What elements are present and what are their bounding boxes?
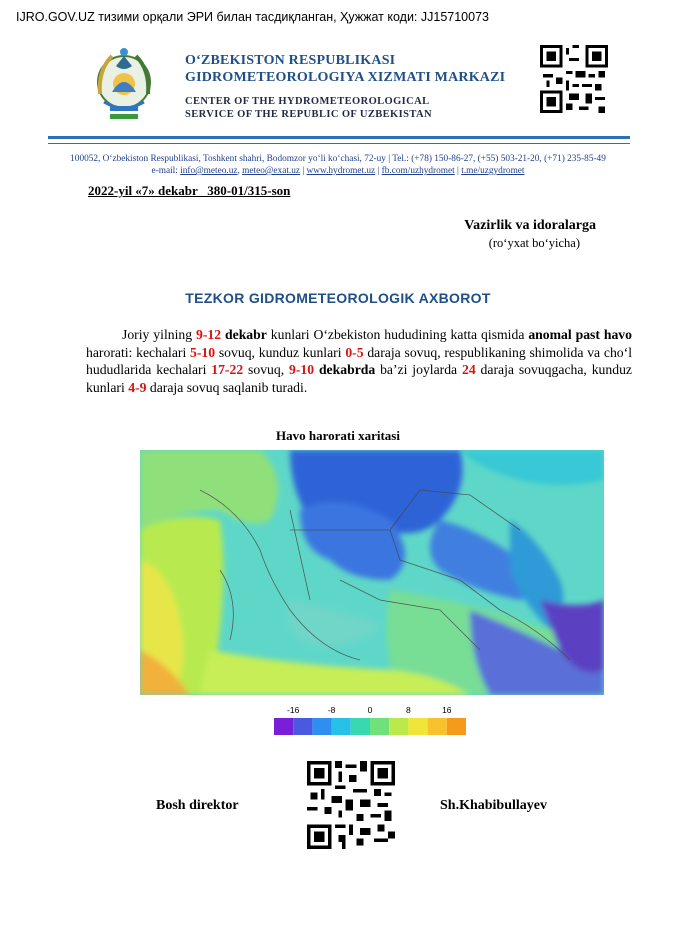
temperature-map [140,450,604,695]
org-en-line2: SERVICE OF THE REPUBLIC OF UZBEKISTAN [185,109,432,120]
organization-name-uz [185,52,505,86]
addressee-note: (ro‘yxat bo‘yicha) [488,236,580,250]
legend-swatch [274,718,293,735]
addressee: Vazirlik va idoralarga [464,218,596,233]
map-title: Havo harorati xaritasi [276,428,400,443]
signature-qr-code-icon [307,760,395,850]
header-rule-thin [48,143,630,144]
document-reference: 2022-yil «7» dekabr 380-01/315-son [88,183,291,198]
email-prefix: e-mail: [151,166,181,176]
org-uz-line1: O‘ZBEKISTON RESPUBLIKASI [185,53,396,68]
qr-code-icon [540,44,608,114]
legend-swatch [293,718,312,735]
forecast-text: Joriy yilning 9-12 dekabr kunlari O‘zbekiston hududining katta qismida anomal past havo harorati: kechalari 5-10 sovuq, kunduz kunlari 0-5 daraja sovuq, respublikaning shimolida va cho‘l hududlarida kechalari 17-22 sovuq, 9-10 dekabrda ba’zi joylarda 24 daraja sovuqgacha, kunduz kunlari 4-9 daraja sovuq saqlanib turadi. [86,327,633,395]
legend-swatches [274,718,466,735]
legend-swatch [408,718,427,735]
addressee-block [464,218,596,251]
organization-name-en [185,95,432,121]
legend-tick-label: 8 [406,705,411,715]
signatory-name: Sh.Khabibullayev [440,798,547,813]
email-link-info[interactable]: info@meteo.uz [180,166,238,176]
legend-tick-label: -16 [287,705,300,715]
document-title: TEZKOR GIDROMETEOROLOGIK AXBOROT [185,290,491,306]
org-uz-line2: GIDROMETEOROLOGIYA XIZMATI MARKAZI [185,70,506,85]
telegram-link[interactable]: t.me/uzgydromet [461,166,525,176]
legend-swatch [370,718,389,735]
facebook-link[interactable]: fb.com/uzhydromet [381,166,455,176]
signatory-title: Bosh direktor [156,798,239,813]
contact-line: e-mail: info@meteo.uz, meteo@exat.uz | www.hydromet.uz | fb.com/uzhydromet | t.me/uzgydromet [151,166,525,176]
temperature-legend [272,702,468,738]
legend-tick-label: 16 [442,705,452,715]
address-line: 100052, O‘zbekiston Respublikasi, Toshkent shahri, Bodomzor yo‘li ko‘chasi, 72-uy | Tel.: (+78) 150-86-27, (+55) 503-21-20, (+71) 235-85-49 [70,154,606,164]
contact-address [40,153,636,177]
legend-swatch [447,718,466,735]
electronic-signature-note: IJRO.GOV.UZ тизими орқали ЭРИ билан тасдиқланган, Ҳужжат коди: JJ15710073 [16,10,489,24]
state-emblem-icon [92,42,156,128]
legend-swatch [312,718,331,735]
header-rule-thick [48,136,630,139]
legend-labels [287,705,452,715]
legend-tick-label: 0 [367,705,373,715]
website-link[interactable]: www.hydromet.uz [306,166,376,176]
legend-swatch [332,718,351,735]
legend-swatch [428,718,447,735]
email-link-meteo[interactable]: meteo@exat.uz [242,166,301,176]
legend-tick-label: -8 [327,705,336,715]
legend-swatch [389,718,408,735]
org-en-line1: CENTER OF THE HYDROMETEOROLOGICAL [185,96,430,107]
legend-swatch [351,718,370,735]
